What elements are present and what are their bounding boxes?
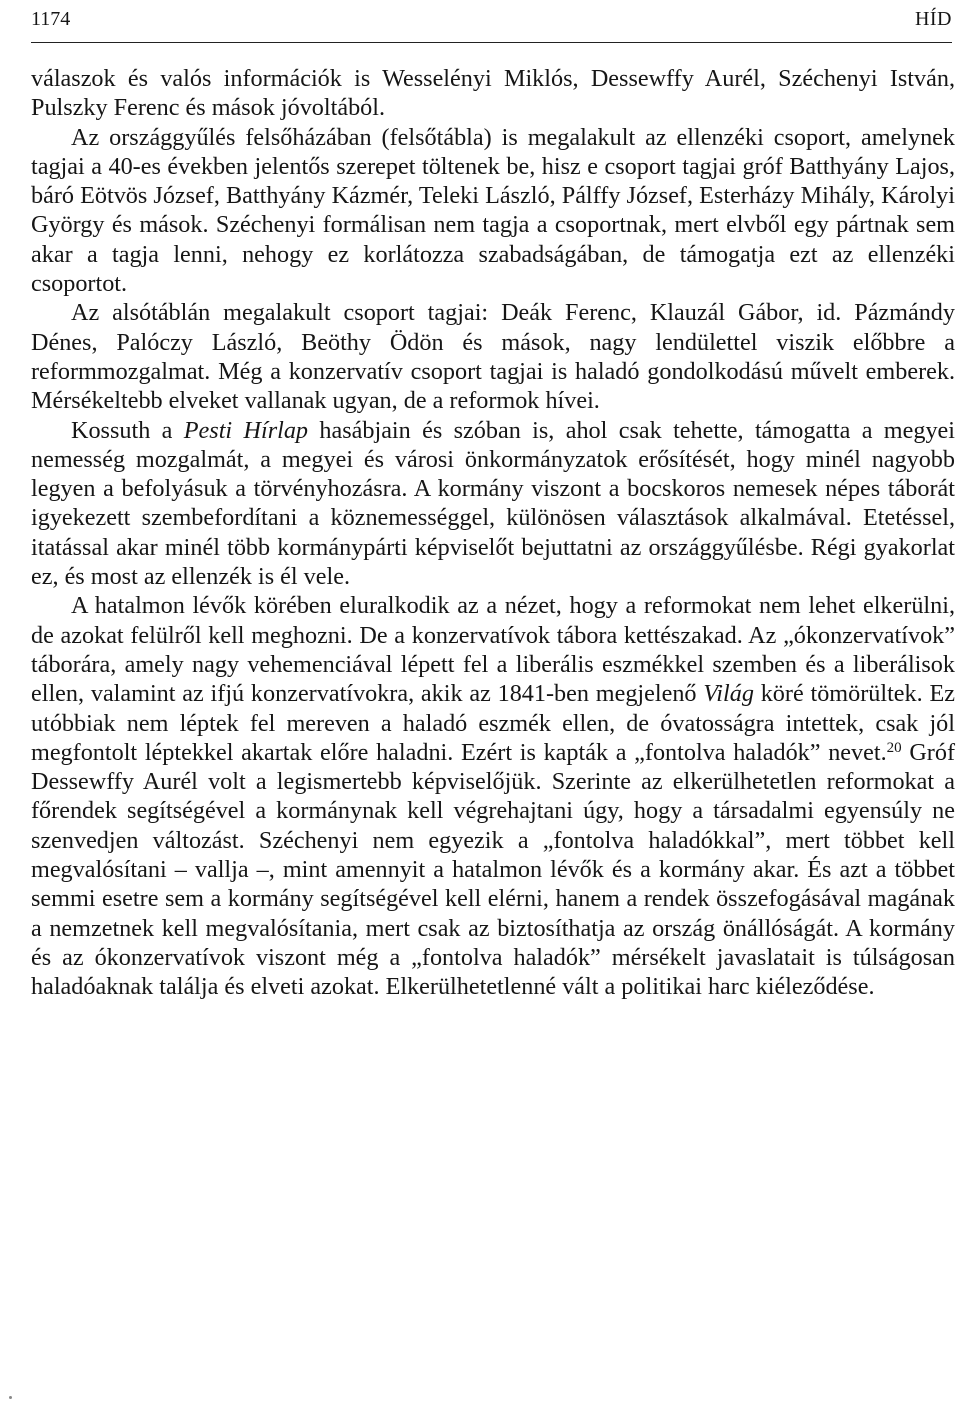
paragraph [31,416,955,592]
italic-title: Pesti Hírlap [183,416,309,444]
paragraph [31,64,955,123]
body-text [31,64,955,1002]
text-segment: köré tömörültek. Ez utóbbiak nem léptek fel mereven a haladó eszmék ellen, de óvatosságra intettek, csak jól megfontolt léptekkel akartak előre haladni. Ezért is kapták a „fontolva haladók” nevet. [31,680,955,766]
header-rule [31,42,952,43]
text-segment: Kossuth a [71,416,184,444]
paragraph [31,298,955,415]
text-segment: Gróf Dessewffy Aurél volt a legismertebb képviselőjük. Szerinte az elkerülhetetlen reformokat a főrendek segítségével a kormánynak kell végrehajtani úgy, hogy a társadalmi egyensúly ne szenvedjen változást. Széchenyi nem egyezik a „fontolva haladókkal”, mert többet kell megvalósítani – vallja –, mint amennyit a hatalmon lévők és a kormány akar. És azt a többet semmi esetre sem a kormány segítségével kell elérni, hanem a rendek összefogásával magának a nemzetnek kell megvalósítania, mert csak az biztosíthatja az ország önállóságát. A kormány és az ókonzervatívok viszont még a „fontolva haladók” mérsékelt javaslatait is túlságosan haladóaknak találja és elveti azokat. Elkerülhetetlenné vált a politikai harc kiéleződése. [31,738,956,1001]
scan-speck [9,1396,12,1399]
text-segment: A hatalmon lévők körében eluralkodik az a nézet, hogy a reformokat nem lehet elkerülni, de azokat felülről kell meghozni. De a konzervatívok tábora kettészakad. Az „ókonzervatívok” táborára, amely nagy vehemenciával lépett fel a liberális eszmékkel szemben és a liberálisok ellen, valamint az ifjú konzervatívokra, akik az 1841-ben megjelenő [31,592,955,708]
text-segment: Az alsótáblán megalakult csoport tagjai: Deák Ferenc, Klauzál Gábor, id. Pázmándy Dénes, Palóczy László, Beöthy Ödön és mások, nagy lendülettel viszik előbbre a reformmozgalmat. Még a konzervatív csoport tagjai is haladó gondolkodású művelt emberek. Mérsékeltebb elveket vallanak ugyan, de a reformok hívei. [31,299,955,415]
journal-title: HÍD [914,8,952,30]
paragraph [31,591,955,1001]
running-head [31,4,952,34]
footnote-ref: 20 [886,739,902,756]
text-segment: hasábjain és szóban is, ahol csak tehette, támogatta a megyei nemesség mozgalmát, a megyei és városi önkormányzatok erősítését, hogy minél nagyobb legyen a befolyásuk a törvényhozásra. A kormány viszont a bocskoros nemesek népes táborát igyekezett szembefordítani a köznemességgel, különösen választások alkalmával. Etetéssel, itatással akar minél több kormánypárti képviselőt bejuttatni az országgyűlésbe. Régi gyakorlat ez, és most az ellenzék is él vele. [31,416,956,591]
text-segment: válaszok és valós információk is Wesselényi Miklós, Dessewffy Aurél, Széchenyi István, Pulszky Ferenc és mások jóvoltából. [31,65,955,122]
paragraph [31,123,955,299]
text-segment: Az országgyűlés felsőházában (felsőtábla) is megalakult az ellenzéki csoport, amelynek tagjai a 40-es években jelentős szerepet töltenek be, hisz e csoport tagjai gróf Batthyány Lajos, báró Eötvös József, Batthyány Kázmér, Teleki László, Pálffy József, Esterházy Mihály, Károlyi György és mások. Széchenyi formálisan nem tagja a csoportnak, mert elvből egy pártnak sem akar a tagja lenni, nehogy ez korlátozza szabadságában, de támogatja ezt az ellenzéki csoportot. [31,123,955,298]
italic-title: Világ [703,680,754,708]
page-number: 1174 [31,8,71,30]
